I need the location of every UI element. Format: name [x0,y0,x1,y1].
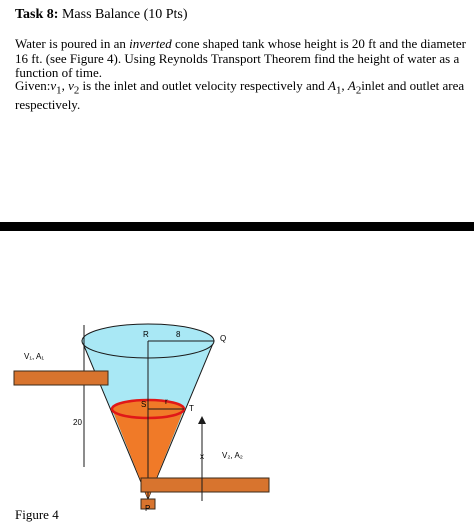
label-20: 20 [73,418,82,427]
a2-symbol: A [347,78,356,93]
section-divider [0,222,474,231]
v1-subscript: 1 [56,84,62,97]
label-r: r [165,397,168,406]
statement-emphasis: inverted [129,36,172,51]
inlet-label: V₁, A₁ [24,352,45,361]
given-end-text: inlet and outlet area respectively. [15,78,465,113]
figure-4 [0,231,474,529]
figure-caption: Figure 4 [15,507,59,522]
a1-subscript: 1 [335,84,342,97]
outlet-pipe [141,478,269,492]
given-label: Given: [15,78,51,93]
given-comma-1: , [61,78,69,93]
label-S: S [141,400,147,409]
cone-tank-diagram [0,231,474,529]
x-arrow-head [198,416,206,424]
label-x: x [200,452,204,461]
task-title [15,7,188,23]
task-label: Task 8: [15,7,59,22]
task-description [0,0,474,222]
label-P: P [145,504,151,513]
task-title-text: Mass Balance (10 Pts) [61,7,188,22]
given-statement [15,79,467,113]
statement-part-b: cone shaped tank whose height is 20 ft and the diameter 16 ft. (see Figure 4). Using Reynolds Transport Theorem find the height of water as a function of time. [15,36,466,80]
v2-subscript: 2 [73,84,80,97]
label-R: R [143,330,149,339]
a2-subscript: 2 [355,84,362,97]
label-T: T [189,404,194,413]
a1-symbol: A [328,78,336,93]
statement-part-a: Water is poured in an [15,36,130,51]
label-8: 8 [176,330,181,339]
given-middle-text: is the inlet and outlet velocity respectively and [79,78,329,93]
v2-symbol: v [68,78,74,93]
inlet-pipe [14,371,108,385]
v1-symbol: v [50,78,57,93]
outlet-label: V₂, A₂ [222,451,243,460]
problem-statement [15,37,467,81]
given-comma-2: , [341,78,348,93]
label-Q: Q [220,334,227,343]
